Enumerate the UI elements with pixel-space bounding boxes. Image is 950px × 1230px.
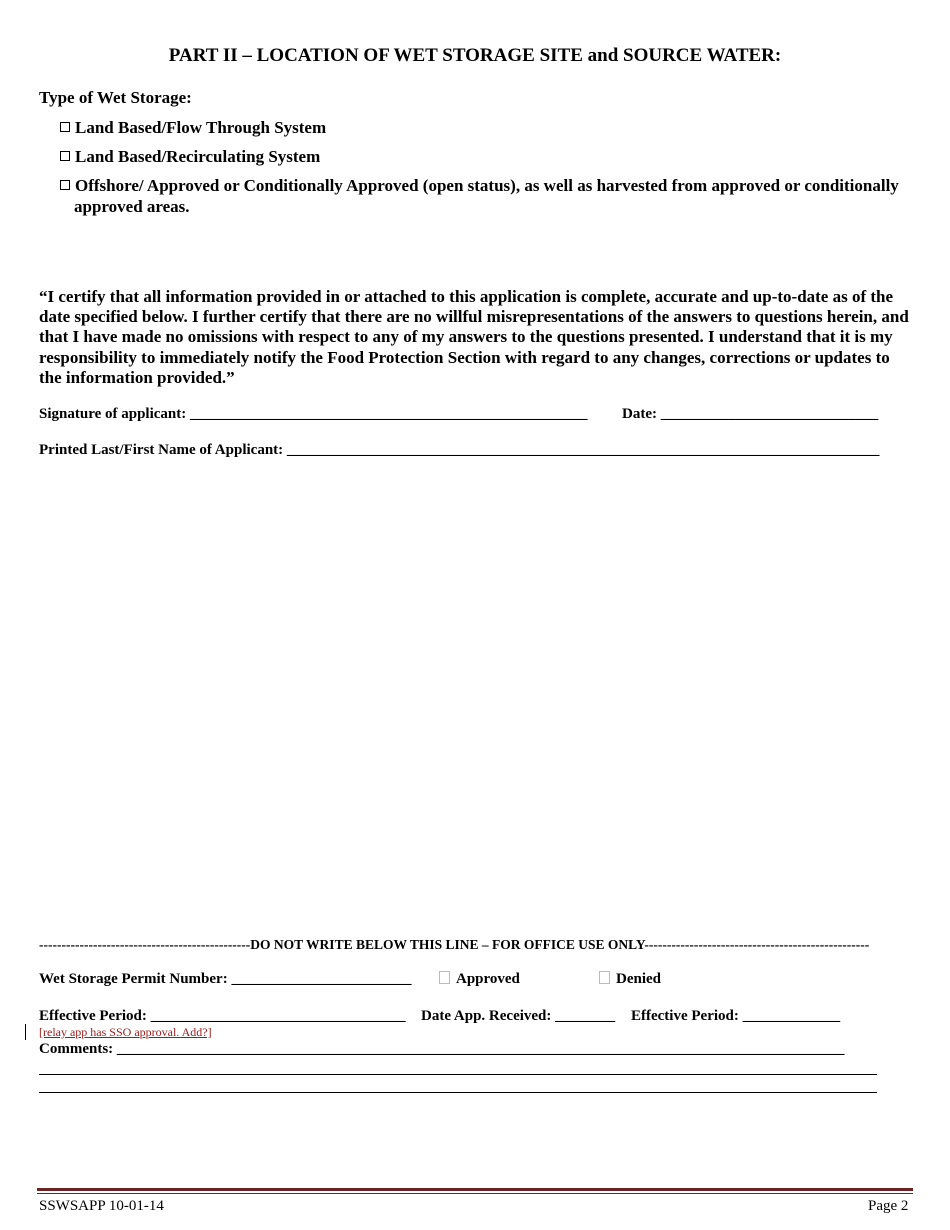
date-received-row: [421, 1008, 615, 1025]
text-cursor: [25, 1024, 26, 1040]
option-flow-through[interactable]: [60, 118, 326, 138]
permit-number-label: Wet Storage Permit Number:: [39, 971, 228, 987]
printed-name-label: Printed Last/First Name of Applicant:: [39, 442, 284, 458]
checkbox-icon[interactable]: [599, 971, 610, 984]
denied-option[interactable]: [599, 971, 661, 988]
option-label: Offshore/ Approved or Conditionally Approved (open status), as well as harvested from approved or conditionally: [75, 176, 899, 195]
comments-field[interactable]: _________________________________________________________________________________________________: [116, 1041, 845, 1057]
date-received-field[interactable]: ________: [555, 1008, 616, 1024]
effective-period-field[interactable]: __________________________________: [150, 1008, 406, 1024]
effective-period-label: Effective Period:: [39, 1008, 147, 1024]
footer-rule: [37, 1193, 913, 1194]
storage-type-heading: Type of Wet Storage:: [39, 88, 192, 107]
denied-label: Denied: [616, 971, 661, 987]
signature-field[interactable]: _____________________________________________________: [190, 406, 588, 422]
date-received-label: Date App. Received:: [421, 1008, 552, 1024]
checkbox-icon[interactable]: [60, 180, 70, 190]
checkbox-icon[interactable]: [60, 122, 70, 132]
approved-option[interactable]: [439, 971, 520, 988]
approved-label: Approved: [456, 971, 520, 987]
option-label: Land Based/Flow Through System: [75, 118, 327, 137]
comments-label: Comments:: [39, 1041, 114, 1057]
tracked-change-note[interactable]: [relay app has SSO approval. Add?]: [39, 1025, 212, 1039]
form-code: SSWSAPP 10-01-14: [39, 1198, 164, 1214]
page-title: PART II – LOCATION OF WET STORAGE SITE and SOURCE WATER:: [168, 45, 782, 66]
printed-name-row: [39, 442, 879, 459]
office-use-divider: -----------------------------------------------DO NOT WRITE BELOW THIS LINE – FOR OFFICE USE ONLY--------------------------------------------------: [39, 937, 870, 952]
date-row: [622, 406, 878, 423]
checkbox-icon[interactable]: [60, 151, 70, 161]
comments-line[interactable]: [39, 1092, 877, 1093]
permit-number-field[interactable]: ________________________: [231, 971, 412, 987]
effective-period-2-row: [631, 1008, 840, 1025]
page-number: Page 2: [868, 1198, 909, 1214]
option-label-continued: approved areas.: [74, 196, 190, 216]
permit-number-row: [39, 971, 411, 988]
effective-period-2-label: Effective Period:: [631, 1008, 739, 1024]
certification-statement: “I certify that all information provided in or attached to this application is complete, accurate and up-to-date as of the date specified below. I further certify that there are no willful misrepresentations of the answers to questions herein, and that I have made no omissions with respect to any of my answers to the questions presented. I understand that it is my responsibility to immediately notify the Food Protection Section with regard to any changes, corrections or updates to the information provided.”: [39, 287, 909, 387]
effective-period-row: [39, 1008, 406, 1025]
date-field[interactable]: _____________________________: [660, 406, 879, 422]
signature-row: [39, 406, 588, 423]
signature-label: Signature of applicant:: [39, 406, 187, 422]
date-label: Date:: [622, 406, 657, 422]
checkbox-icon[interactable]: [439, 971, 450, 984]
comments-line[interactable]: [39, 1074, 877, 1075]
option-label: Land Based/Recirculating System: [75, 147, 321, 166]
printed-name-field[interactable]: _______________________________________________________________________________: [286, 442, 880, 458]
option-offshore[interactable]: [60, 176, 920, 217]
comments-row: [39, 1041, 844, 1058]
footer-rule: [37, 1188, 913, 1191]
option-recirculating[interactable]: [60, 147, 320, 167]
effective-period-2-field[interactable]: _____________: [742, 1008, 841, 1024]
